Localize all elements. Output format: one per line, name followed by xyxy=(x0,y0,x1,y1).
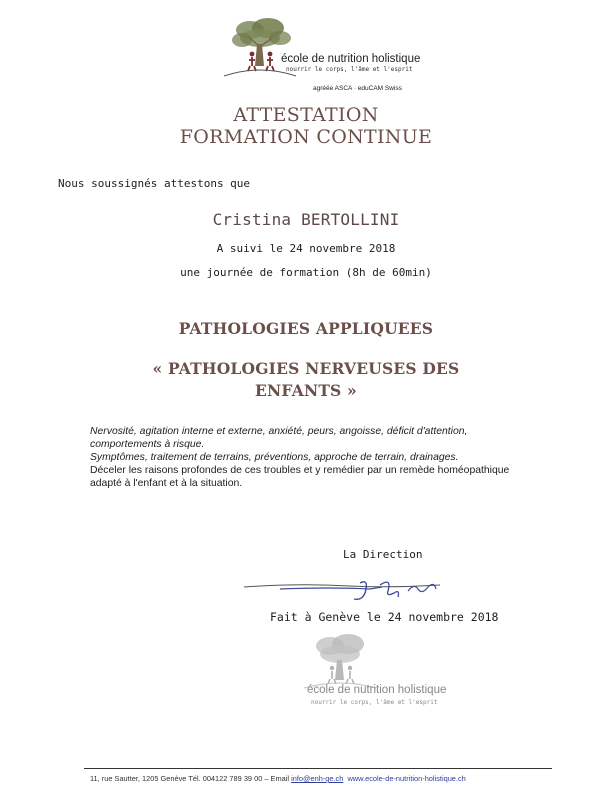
document-subtitle: FORMATION CONTINUE xyxy=(179,126,433,148)
handwritten-signature xyxy=(240,573,460,613)
footer-website-link[interactable]: www.ecole-de-nutrition-holistique.ch xyxy=(347,774,466,783)
course-category: PATHOLOGIES APPLIQUEES xyxy=(178,319,434,338)
description-line: Déceler les raisons profondes de ces troubles et y remédier par un remède homéopathique xyxy=(90,465,510,476)
place-and-date: Fait à Genève le 24 novembre 2018 xyxy=(270,610,499,624)
description-line: adapté à l'enfant et à la situation. xyxy=(90,478,243,489)
description-line: Symptômes, traitement de terrains, préventions, approche de terrain, drainages. xyxy=(90,452,459,463)
recipient-name: Cristina BERTOLLINI xyxy=(212,210,400,229)
footer-divider xyxy=(84,768,552,769)
school-logo-icon xyxy=(220,16,300,84)
stamp-school-name: école de nutrition holistique xyxy=(307,684,447,696)
logo-accreditation: agréée ASCA · eduCAM Swiss xyxy=(313,85,402,92)
logo-school-name: école de nutrition holistique xyxy=(281,53,421,65)
logo-tagline: nourrir le corps, l'âme et l'esprit xyxy=(286,66,413,73)
course-description xyxy=(90,425,530,490)
document-title: ATTESTATION xyxy=(233,104,379,126)
footer-address: 11, rue Sautter, 1205 Genève Tél. 004122 789 39 00 – Email xyxy=(90,774,292,783)
training-duration-text: une journée de formation (8h de 60min) xyxy=(180,266,432,279)
signatory-label: La Direction xyxy=(343,548,423,561)
description-line: comportements à risque. xyxy=(90,439,205,450)
course-title-line-2: ENFANTS » xyxy=(255,381,357,400)
footer-email-link[interactable]: info@enh-ge.ch xyxy=(291,774,344,783)
attendance-date-text: A suivi le 24 novembre 2018 xyxy=(216,242,396,255)
course-title-line-1: « PATHOLOGIES NERVEUSES DES xyxy=(152,359,460,378)
intro-text: Nous soussignés attestons que xyxy=(58,177,251,190)
description-line: Nervosité, agitation interne et externe, anxiété, peurs, angoisse, déficit d'attention, xyxy=(90,426,468,437)
stamp-tagline: nourrir le corps, l'âme et l'esprit xyxy=(311,699,438,706)
footer xyxy=(90,774,466,783)
